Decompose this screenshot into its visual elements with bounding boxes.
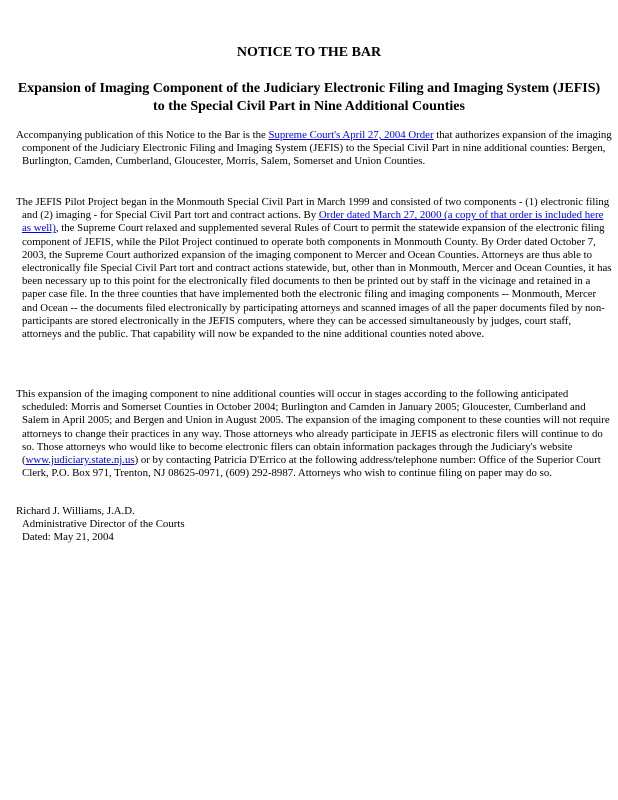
paragraph-intro-text-before: Accompanying publication of this Notice to the Bar is the — [16, 129, 269, 141]
paragraph-intro — [16, 129, 612, 169]
signature-block — [16, 505, 316, 545]
supreme-court-order-link[interactable]: Supreme Court's April 27, 2004 Order — [268, 129, 434, 141]
paragraph-expansion-text-after: ) or by contacting Patricia D'Errico at the following address/telephone number: Office of the Superior Court Clerk, P.O. Box 971, Trenton, NJ 08625-0971, (609) 292-8987. Attorneys who wish to continue filing on paper may do so. — [22, 454, 601, 480]
paragraph-expansion-schedule — [16, 388, 612, 480]
paragraph-pilot-project — [16, 196, 612, 341]
signature-date: Dated: May 21, 2004 — [22, 531, 114, 544]
paragraph-expansion-text-before: This expansion of the imaging component to nine additional counties will occur in stages according to the following anticipated scheduled: Morris and Somerset Counties in October 2004; Burlington and Camden in January 2005; Gloucester, Cumberland and Salem in April 2005; and Bergen and Union in August 2005. The expansion of the imaging component to these counties will not require attorneys to change their practices in any way. Those attorneys who already participate in JEFIS as electronic filers will continue to do so. Those attorneys who would like to become electronic filers can obtain information packages through the Judiciary's website ( — [16, 388, 610, 467]
paragraph-pilot-text-after: , the Supreme Court relaxed and supplemented several Rules of Court to permit the statewide expansion of the electronic filing component of JEFIS, while the Pilot Project continued to operate both components in Monmouth County. By Order dated October 7, 2003, the Supreme Court authorized expansion of the imaging component to Mercer and Ocean Counties. Attorneys are thus able to electronically file Special Civil Part tort and contract actions statewide, but, other than in Monmouth, Mercer and Ocean Counties, it has been necessary up to this point for the electronically filed documents to then be printed out by staff in the vicinage and retained in a paper case file. In the three counties that have implemented both the electronic filing and imaging components -- Monmouth, Mercer and Ocean -- the documents filed electronically by participating attorneys and scanned images of all the paper documents filed by non-participants are stored electronically in the JEFIS computers, where they can be accessed simultaneously by judges, court staff, attorneys and the public. That capability will now be expanded to the nine additional counties noted above. — [22, 222, 612, 341]
notice-title: NOTICE TO THE BAR — [236, 45, 382, 60]
order-march-2000-link[interactable]: Order dated March 27, 2000 (a copy of that order is included here as well) — [22, 209, 604, 235]
signature-role: Administrative Director of the Courts — [22, 518, 185, 531]
paragraph-intro-text-after: that authorizes expansion of the imaging component of the Judiciary Electronic Filing and Imaging System (JEFIS) to the Special Civil Part in nine additional counties: Bergen, Burlington, Camden, Cumberland, Gloucester, Morris, Salem, Somerset and Union Counties. — [22, 129, 612, 168]
judiciary-website-link[interactable]: www.judiciary.state.nj.us — [25, 454, 135, 467]
paragraph-pilot-text-before: The JEFIS Pilot Project began in the Monmouth Special Civil Part in March 1999 and consisted of two components - (1) electronic filing and (2) imaging - for Special Civil Part tort and contract actions. By — [16, 196, 610, 222]
notice-subtitle: Expansion of Imaging Component of the Judiciary Electronic Filing and Imaging System (JEFIS) to the Special Civil Part in Nine Additional Counties — [17, 81, 601, 114]
signature-name: Richard J. Williams, J.A.D. — [16, 505, 135, 517]
